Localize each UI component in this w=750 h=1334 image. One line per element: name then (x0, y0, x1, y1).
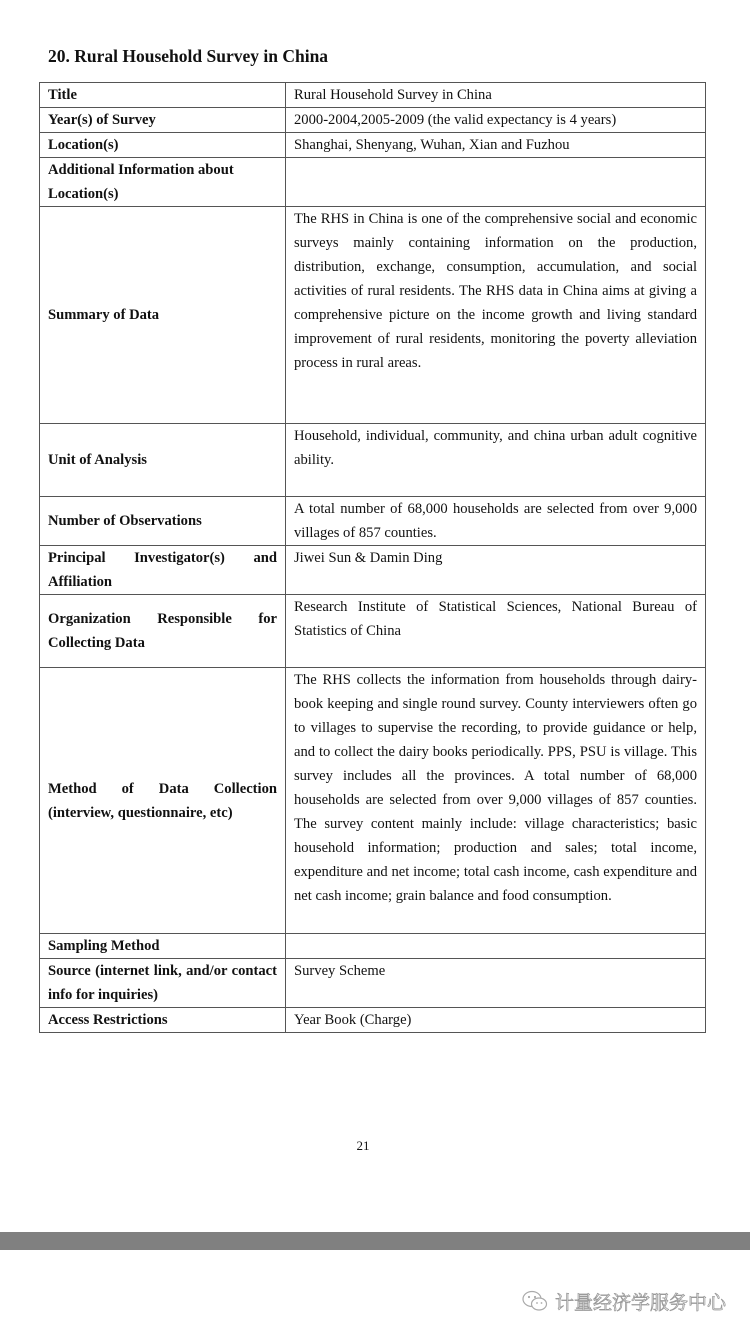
row-label: Method of Data Collection (interview, questionnaire, etc) (40, 668, 286, 934)
row-value: Shanghai, Shenyang, Wuhan, Xian and Fuzhou (286, 133, 706, 158)
row-value: Household, individual, community, and china urban adult cognitive ability. (286, 424, 706, 497)
watermark (521, 1288, 726, 1315)
table-row (40, 158, 706, 207)
row-label: Location(s) (40, 133, 286, 158)
watermark-text: 计量经济学服务中心 (554, 1292, 726, 1314)
row-value: 2000-2004,2005-2009 (the valid expectancy is 4 years) (286, 108, 706, 133)
table-row (40, 424, 706, 497)
row-label: Source (internet link, and/or contact info for inquiries) (40, 959, 286, 1008)
table-row (40, 595, 706, 668)
table-row (40, 497, 706, 546)
table-row (40, 133, 706, 158)
table-row (40, 546, 706, 595)
table-row (40, 207, 706, 424)
table-row (40, 83, 706, 108)
row-label: Access Restrictions (40, 1008, 286, 1033)
table-row (40, 934, 706, 959)
row-value: Jiwei Sun & Damin Ding (286, 546, 706, 595)
table-row (40, 1008, 706, 1033)
row-value (286, 158, 706, 207)
row-label: Organization Responsible for Collecting Data (40, 595, 286, 668)
table-row (40, 668, 706, 934)
row-label: Additional Information about Location(s) (40, 158, 286, 207)
row-label: Title (40, 83, 286, 108)
row-value: Research Institute of Statistical Sciences, National Bureau of Statistics of China (286, 595, 706, 668)
row-value: The RHS in China is one of the comprehensive social and economic surveys mainly containing information on the production, distribution, exchange, consumption, accumulation, and social activities of rural residents. The RHS data in China aims at giving a comprehensive picture on the income growth and living standard improvement of rural residents, monitoring the poverty alleviation process in rural areas. (286, 207, 706, 424)
row-value: Rural Household Survey in China (286, 83, 706, 108)
row-label: Sampling Method (40, 934, 286, 959)
table-row (40, 959, 706, 1008)
wechat-icon (521, 1289, 549, 1315)
table-row (40, 108, 706, 133)
page-separator-bar (0, 1232, 750, 1250)
row-label: Number of Observations (40, 497, 286, 546)
row-label: Year(s) of Survey (40, 108, 286, 133)
row-value: A total number of 68,000 households are selected from over 9,000 villages of 857 counties. (286, 497, 706, 546)
row-label: Summary of Data (40, 207, 286, 424)
section-heading: 20. Rural Household Survey in China (48, 46, 329, 66)
row-label: Unit of Analysis (40, 424, 286, 497)
survey-info-table (39, 82, 706, 1033)
row-value (286, 934, 706, 959)
row-value: The RHS collects the information from households through dairy-book keeping and single round survey. County interviewers often go to villages to supervise the recording, to provide guidance or help, and to collect the dairy books periodically. PPS, PSU is village. This survey includes all the provinces. A total number of 68,000 households are selected from over 9,000 villages of 857 counties. The survey content mainly include: village characteristics; basic household information; production and sales; total income, expenditure and net income; total cash income, cash expenditure and net cash income; grain balance and food consumption. (286, 668, 706, 934)
row-value: Year Book (Charge) (286, 1008, 706, 1033)
page-number: 21 (356, 1138, 370, 1153)
row-label: Principal Investigator(s) and Affiliation (40, 546, 286, 595)
row-value: Survey Scheme (286, 959, 706, 1008)
